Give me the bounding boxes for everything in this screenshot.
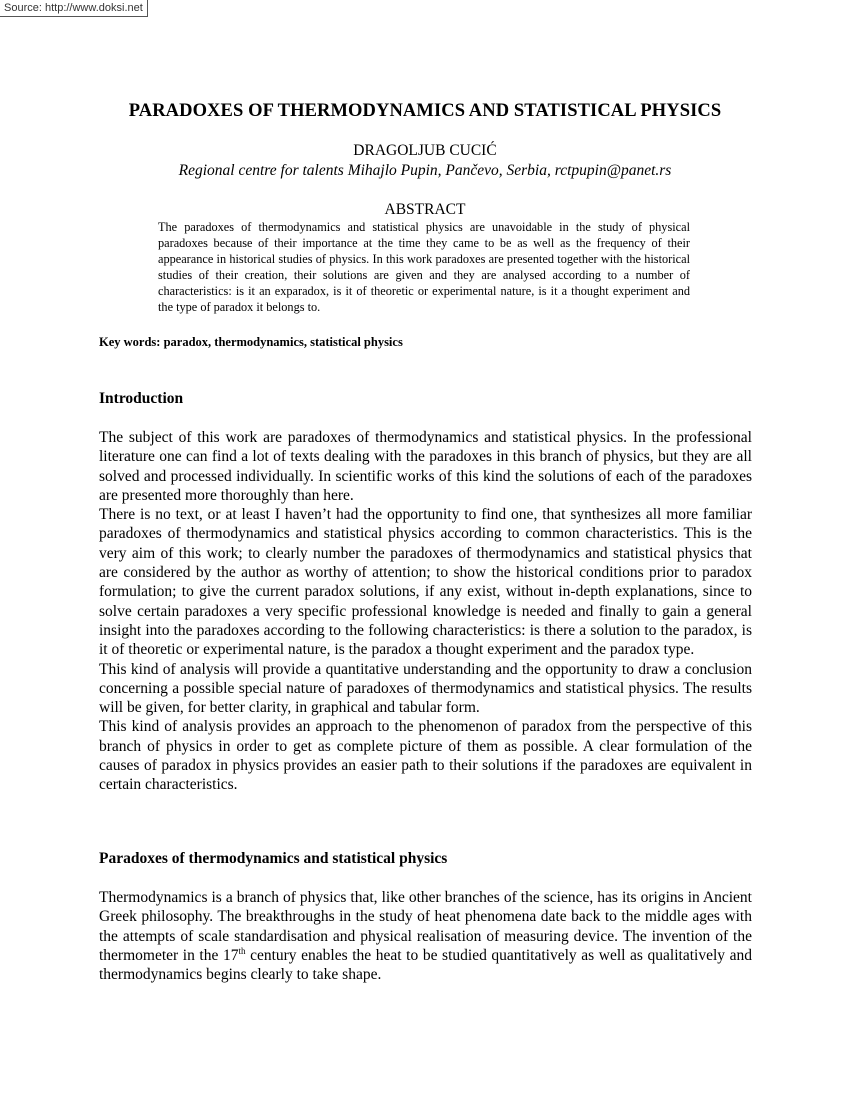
introduction-paragraph: The subject of this work are paradoxes of thermodynamics and statistical physics. In the professional literature one can find a lot of texts dealing with the paradoxes in this branch of physics, but they are all solved and processed individually. In scientific works of this kind the solutions of each of the paradoxes are presented more thoroughly than here.	[99, 429, 752, 504]
author-name: DRAGOLJUB CUCIĆ	[353, 142, 497, 159]
paradoxes-section-body	[99, 888, 752, 984]
keywords: Key words: paradox, thermodynamics, statistical physics	[99, 335, 403, 349]
paradoxes-section-heading: Paradoxes of thermodynamics and statistical physics	[99, 850, 448, 867]
introduction-heading: Introduction	[99, 390, 184, 407]
introduction-paragraph: This kind of analysis will provide a quantitative understanding and the opportunity to draw a conclusion concerning a possible special nature of paradoxes of thermodynamics and statistical physics. The results will be given, for better clarity, in graphical and tabular form.	[99, 660, 752, 717]
introduction-body	[99, 428, 752, 795]
paradoxes-section-paragraph	[99, 888, 752, 984]
abstract-text: The paradoxes of thermodynamics and statistical physics are unavoidable in the study of physical paradoxes because of their importance at the time they came to be as well as the frequency of their appearance in historical studies of physics. In this work paradoxes are presented together with the historical studies of their creation, their solutions are given and they are analysed according to a number of characteristics: is it an exparadox, is it of theoretic or experimental nature, is it a thought experiment and the type of paradox it belongs to.	[158, 220, 690, 314]
abstract-heading: ABSTRACT	[384, 201, 466, 218]
ordinal-superscript: th	[238, 945, 246, 956]
author-affiliation: Regional centre for talents Mihajlo Pupin, Pančevo, Serbia, rctpupin@panet.rs	[178, 162, 672, 179]
paragraph-text-start: Thermodynamics is a branch of physics that, like other branches of the science, has its origins in Ancient Greek philosophy. The breakthroughs in the study of heat phenomena date back to the middle ages with the attempts of scale standardisation and physical realisation of measuring device. The invention of the thermometer in the 17	[99, 889, 752, 964]
paragraph-text-end: century enables the heat to be studied quantitatively as well as qualitatively and thermodynamics begins clearly to take shape.	[99, 946, 752, 984]
introduction-paragraph: This kind of analysis provides an approach to the phenomenon of paradox from the perspective of this branch of physics in order to get as complete picture of them as possible. A clear formulation of the causes of paradox in physics provides an easier path to their solutions if the paradoxes are equivalent in certain characteristics.	[99, 718, 752, 794]
source-label: Source: http://www.doksi.net	[0, 0, 148, 17]
introduction-paragraph: There is no text, or at least I haven’t had the opportunity to find one, that synthesizes all more familiar paradoxes of thermodynamics and statistical physics according to common characteristics. This is the very aim of this work; to clearly number the paradoxes of thermodynamics and statistical physics that are considered by the author as worthy of attention; to show the historical conditions prior to paradox formulation; to give the current paradox solutions, if any exist, without in-depth explanations, since to solve certain paradoxes a very specific professional knowledge is needed and finally to gain a general insight into the paradoxes according to the following characteristics: is there a solution to the paradox, is it of theoretic or experimental nature, is the paradox a thought experiment and the paradox type.	[99, 506, 752, 659]
paper-title: PARADOXES OF THERMODYNAMICS AND STATISTICAL PHYSICS	[128, 101, 722, 121]
